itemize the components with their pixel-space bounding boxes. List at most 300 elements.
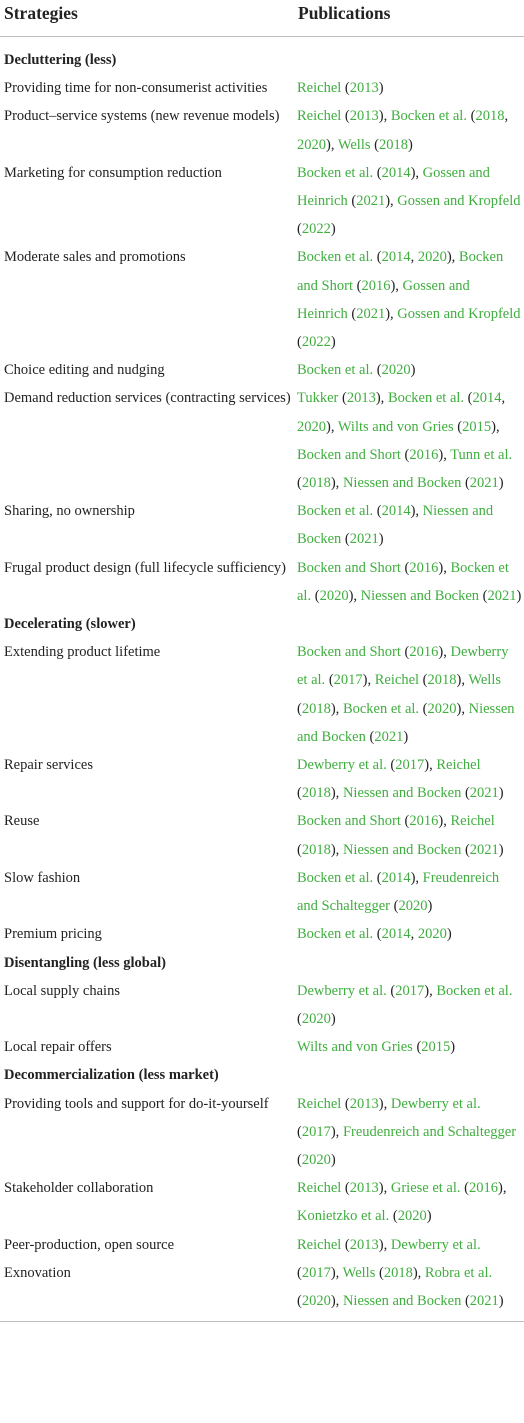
citation-punctuation: ( <box>347 193 357 210</box>
citation-link[interactable]: 2021 <box>469 1292 499 1309</box>
citation-link[interactable]: 2020 <box>301 1292 331 1309</box>
section-row <box>0 949 524 977</box>
publications-cell <box>297 74 524 102</box>
citation-punctuation: ( <box>453 418 463 435</box>
citation-link[interactable]: 2020 <box>319 587 349 604</box>
strategy-cell <box>0 74 297 102</box>
citation-punctuation: ( <box>400 644 410 661</box>
citation-link[interactable]: 2022 <box>301 334 331 351</box>
citation-punctuation: ( <box>466 108 476 125</box>
publications-cell <box>297 751 524 807</box>
citation-punctuation: ), <box>424 757 437 774</box>
section-row <box>0 37 524 75</box>
citation-punctuation: ), <box>326 418 338 435</box>
citation-punctuation: ( <box>419 700 428 717</box>
citation-link[interactable]: 2014 <box>381 926 411 943</box>
citation-punctuation: ( <box>389 1208 398 1225</box>
citation-punctuation: ( <box>464 390 473 407</box>
citation-punctuation: ) <box>330 1010 336 1027</box>
citation-punctuation: , <box>501 390 506 407</box>
citation-punctuation: ( <box>461 475 470 492</box>
citation-link[interactable]: Bocken et al. <box>297 164 374 181</box>
strategy-cell <box>0 554 297 610</box>
citation-link[interactable]: Reichel <box>436 757 481 774</box>
citation-link[interactable]: Niessen and Bocken <box>342 785 462 802</box>
strategy-label: Exnovation <box>4 1264 71 1281</box>
citation-link[interactable]: Bocken et al. <box>390 108 467 125</box>
table-row <box>0 1033 524 1061</box>
citation-link[interactable]: 2020 <box>297 418 326 435</box>
citation-link[interactable]: Niessen and Bocken <box>297 503 494 548</box>
citation-link[interactable]: 2020 <box>417 926 447 943</box>
citation-punctuation: ( <box>386 982 396 999</box>
strategy-label: Premium pricing <box>4 926 102 943</box>
citation-punctuation: ), <box>330 841 343 858</box>
citation-punctuation: ( <box>338 390 347 407</box>
strategy-cell <box>0 159 297 244</box>
citation-punctuation: ( <box>400 559 410 576</box>
citation-punctuation: ), <box>412 1264 425 1281</box>
citation-link[interactable]: Bocken et al. <box>297 559 509 604</box>
strategy-cell <box>0 1174 297 1230</box>
citation-punctuation: ), <box>390 277 403 294</box>
citation-punctuation: ( <box>341 531 350 548</box>
citation-link[interactable]: 2017 <box>395 757 425 774</box>
citation-link[interactable]: Gossen and Kropfeld <box>397 305 521 322</box>
citation-link[interactable]: Wilts and von Gries <box>337 418 454 435</box>
strategy-label: Local supply chains <box>4 982 120 999</box>
table-row <box>0 554 524 610</box>
citation-punctuation: ( <box>390 898 399 915</box>
citation-punctuation: ), <box>438 813 451 830</box>
citation-link[interactable]: 2020 <box>301 1151 331 1168</box>
citation-link[interactable]: Wilts and von Gries <box>297 1039 413 1056</box>
publications-cell <box>297 1090 524 1175</box>
citation-punctuation: ( <box>297 1151 302 1168</box>
citation-link[interactable]: Bocken and Short <box>297 559 401 576</box>
citation-punctuation: ) <box>498 1292 504 1309</box>
citation-punctuation: ( <box>347 305 357 322</box>
section-publications-cell <box>297 37 524 75</box>
citation-link[interactable]: Reichel <box>374 672 420 689</box>
strategy-cell <box>0 751 297 807</box>
citation-link[interactable]: Niessen and Bocken <box>342 841 462 858</box>
citation-link[interactable]: Bocken et al. <box>297 249 374 266</box>
citation-link[interactable]: Dewberry et al. <box>390 1095 481 1112</box>
table-row <box>0 1090 524 1175</box>
citation-punctuation: ( <box>297 334 302 351</box>
section-heading: Decommercialization (less market) <box>4 1067 219 1084</box>
citation-punctuation: ) <box>407 136 413 153</box>
section-publications-cell <box>297 1061 524 1089</box>
table-row <box>0 864 524 920</box>
citation-link[interactable]: 2016 <box>361 277 391 294</box>
citation-punctuation: ) <box>516 587 522 604</box>
citation-link[interactable]: 2016 <box>409 644 439 661</box>
citation-punctuation: ( <box>460 1180 469 1197</box>
citation-punctuation: ), <box>378 1180 391 1197</box>
strategy-label: Frugal product design (full lifecycle sufficiency) <box>4 559 286 576</box>
citation-link[interactable]: 2014 <box>381 164 411 181</box>
citation-link[interactable]: Wells <box>337 136 371 153</box>
citation-punctuation: ( <box>400 446 410 463</box>
strategy-label: Moderate sales and promotions <box>4 249 186 266</box>
citation-punctuation: ( <box>297 221 302 238</box>
citation-link[interactable]: Niessen and Bocken <box>342 1292 462 1309</box>
citation-link[interactable]: 2021 <box>469 785 499 802</box>
citation-punctuation: ( <box>297 841 302 858</box>
citation-punctuation: ) <box>410 362 416 379</box>
citation-punctuation: ), <box>424 982 437 999</box>
citation-link[interactable]: 2017 <box>301 1264 331 1281</box>
citation-punctuation: ) <box>450 1039 456 1056</box>
citation-link[interactable]: 2018 <box>427 672 457 689</box>
citation-punctuation: ), <box>410 503 423 520</box>
citation-link[interactable]: Bocken et al. <box>297 362 374 379</box>
section-publications-cell <box>297 949 524 977</box>
strategy-label: Repair services <box>4 757 93 774</box>
citation-link[interactable]: Freudenreich and Schaltegger <box>342 1123 517 1140</box>
citation-punctuation: ( <box>370 136 379 153</box>
citation-link[interactable]: 2020 <box>297 136 326 153</box>
strategy-label: Slow fashion <box>4 869 81 886</box>
citation-punctuation: ( <box>461 1292 470 1309</box>
citation-link[interactable]: 2017 <box>333 672 363 689</box>
citation-link[interactable]: Niessen and Bocken <box>297 700 515 745</box>
citation-link[interactable]: 2018 <box>301 841 331 858</box>
citation-punctuation: ( <box>373 249 382 266</box>
table-row <box>0 497 524 553</box>
citation-link[interactable]: 2013 <box>349 1095 379 1112</box>
table-row <box>0 243 524 356</box>
citation-punctuation: ( <box>373 869 382 886</box>
table-row <box>0 384 524 497</box>
citation-punctuation: ( <box>297 1292 302 1309</box>
publications-cell <box>297 243 524 356</box>
strategy-label: Reuse <box>4 813 40 830</box>
publications-cell <box>297 807 524 863</box>
table-row <box>0 977 524 1033</box>
section-row <box>0 610 524 638</box>
citation-punctuation: ( <box>311 587 320 604</box>
citation-punctuation: ) <box>403 728 409 745</box>
citation-link[interactable]: Tukker <box>297 390 339 407</box>
citation-punctuation: ), <box>438 644 451 661</box>
citation-punctuation: ( <box>386 757 396 774</box>
citation-link[interactable]: 2016 <box>409 446 439 463</box>
citation-link[interactable]: Bocken et al. <box>436 982 513 999</box>
citation-link[interactable]: Reichel <box>297 80 342 97</box>
citation-link[interactable]: 2017 <box>395 982 425 999</box>
citation-link[interactable]: Reichel <box>297 1095 342 1112</box>
citation-link[interactable]: Robra et al. <box>424 1264 493 1281</box>
table-row <box>0 1174 524 1230</box>
table-row <box>0 102 524 158</box>
section-heading: Disentangling (less global) <box>4 954 166 971</box>
strategy-cell <box>0 864 297 920</box>
citation-link[interactable]: 2017 <box>301 1123 331 1140</box>
publications-header: Publications <box>297 0 524 37</box>
citation-punctuation: ( <box>373 362 382 379</box>
citation-link[interactable]: Dewberry et al. <box>297 982 387 999</box>
strategy-cell <box>0 977 297 1033</box>
publications-cell <box>297 102 524 158</box>
citation-punctuation: ), <box>410 164 423 181</box>
citation-punctuation: ( <box>297 1264 302 1281</box>
citation-link[interactable]: 2018 <box>378 136 408 153</box>
citation-punctuation: ), <box>378 1236 391 1253</box>
citation-punctuation: ( <box>341 80 350 97</box>
citation-link[interactable]: Wells <box>342 1264 376 1281</box>
citation-punctuation: ), <box>348 587 361 604</box>
citation-link[interactable]: Gossen and Kropfeld <box>397 193 521 210</box>
citation-link[interactable]: 2016 <box>468 1180 498 1197</box>
citation-link[interactable]: Bocken and Short <box>297 813 401 830</box>
citation-punctuation: ( <box>479 587 488 604</box>
citation-link[interactable]: 2018 <box>475 108 505 125</box>
citation-link[interactable]: 2013 <box>349 1180 379 1197</box>
citation-link[interactable]: Wells <box>468 672 502 689</box>
strategy-label: Providing tools and support for do-it-yourself <box>4 1095 269 1112</box>
citation-link[interactable]: Tunn et al. <box>450 446 513 463</box>
citation-punctuation: ) <box>378 80 384 97</box>
citation-punctuation: ) <box>498 841 504 858</box>
publications-cell <box>297 1231 524 1322</box>
table-header-row <box>0 0 524 37</box>
citation-punctuation: ), <box>438 559 451 576</box>
citation-link[interactable]: 2014 <box>381 869 411 886</box>
citation-punctuation: ), <box>491 418 500 435</box>
citation-punctuation: ( <box>297 785 302 802</box>
citation-link[interactable]: 2013 <box>349 108 379 125</box>
citation-punctuation: ), <box>497 1180 507 1197</box>
strategy-cell <box>0 243 297 356</box>
citation-punctuation: ( <box>461 841 470 858</box>
publications-cell <box>297 920 524 948</box>
citation-punctuation: ), <box>456 700 469 717</box>
section-publications-cell <box>297 610 524 638</box>
citation-punctuation: ) <box>378 531 384 548</box>
citation-punctuation: ) <box>330 1151 336 1168</box>
section-row <box>0 1061 524 1089</box>
citation-punctuation: ( <box>373 926 382 943</box>
strategy-label: Local repair offers <box>4 1039 112 1056</box>
table-row <box>0 807 524 863</box>
strategy-label: Sharing, no ownership <box>4 503 135 520</box>
strategy-cell <box>0 497 297 553</box>
citation-punctuation: ), <box>330 785 343 802</box>
citation-link[interactable]: 2018 <box>301 700 331 717</box>
strategy-label: Demand reduction services (contracting services) <box>4 390 291 407</box>
citation-punctuation: ), <box>385 305 398 322</box>
strategy-cell <box>0 1231 297 1322</box>
strategy-cell <box>0 638 297 751</box>
citation-link[interactable]: Niessen and Bocken <box>342 475 462 492</box>
citation-link[interactable]: Bocken and Short <box>297 249 504 294</box>
strategy-label: Extending product lifetime <box>4 644 161 661</box>
strategy-label: Marketing for consumption reduction <box>4 164 222 181</box>
citation-punctuation: ), <box>410 869 423 886</box>
citation-link[interactable]: 2020 <box>381 362 411 379</box>
citation-link[interactable]: Bocken et al. <box>297 926 374 943</box>
citation-punctuation: ), <box>456 672 469 689</box>
table-row <box>0 159 524 244</box>
table-row <box>0 920 524 948</box>
citation-link[interactable]: 2014 <box>381 503 411 520</box>
citation-link[interactable]: 2016 <box>409 813 439 830</box>
citation-punctuation: ) <box>427 898 433 915</box>
citation-punctuation: ( <box>400 813 410 830</box>
citation-punctuation: ), <box>330 475 343 492</box>
citation-punctuation: ( <box>373 164 382 181</box>
citation-link[interactable]: Reichel <box>297 1180 342 1197</box>
citation-link[interactable]: 2021 <box>469 475 499 492</box>
citation-punctuation: , <box>504 108 509 125</box>
citation-punctuation: ), <box>326 136 338 153</box>
strategy-cell <box>0 1090 297 1175</box>
citation-link[interactable]: Bocken et al. <box>297 869 374 886</box>
citation-punctuation: ) <box>330 334 336 351</box>
table-row <box>0 751 524 807</box>
citation-link[interactable]: 2020 <box>301 1010 331 1027</box>
citation-link[interactable]: 2018 <box>301 785 331 802</box>
citation-link[interactable]: Griese et al. <box>390 1180 461 1197</box>
citation-link[interactable]: 2021 <box>487 587 517 604</box>
citation-punctuation: ( <box>352 277 362 294</box>
publications-cell <box>297 864 524 920</box>
citation-link[interactable]: 2021 <box>349 531 379 548</box>
citation-link[interactable]: Dewberry et al. <box>390 1236 481 1253</box>
citation-punctuation: ( <box>297 700 302 717</box>
publications-cell <box>297 356 524 384</box>
citation-link[interactable]: Reichel <box>297 108 342 125</box>
citation-punctuation: ( <box>419 672 428 689</box>
citation-link[interactable]: Reichel <box>297 1236 342 1253</box>
citation-punctuation: ( <box>461 785 470 802</box>
publications-cell <box>297 1033 524 1061</box>
citation-link[interactable]: 2021 <box>356 305 386 322</box>
citation-link[interactable]: 2015 <box>462 418 492 435</box>
citation-punctuation: ( <box>341 1236 350 1253</box>
strategy-label: Providing time for non-consumerist activities <box>4 80 268 97</box>
table-row <box>0 74 524 102</box>
citation-link[interactable]: 2021 <box>356 193 386 210</box>
citation-link[interactable]: Niessen and Bocken <box>360 587 480 604</box>
citation-punctuation: ), <box>385 193 398 210</box>
publications-cell <box>297 638 524 751</box>
citation-link[interactable]: 2013 <box>349 1236 379 1253</box>
citation-link[interactable]: 2015 <box>421 1039 451 1056</box>
citation-punctuation: ), <box>330 700 343 717</box>
citation-punctuation: ), <box>330 1123 343 1140</box>
publications-cell <box>297 977 524 1033</box>
citation-link[interactable]: 2021 <box>374 728 404 745</box>
citation-punctuation: ( <box>373 503 382 520</box>
strategy-cell <box>0 102 297 158</box>
publications-cell <box>297 497 524 553</box>
strategy-cell <box>0 356 297 384</box>
citation-link[interactable]: Dewberry et al. <box>297 644 509 689</box>
section-heading: Decelerating (slower) <box>4 616 136 633</box>
citation-link[interactable]: 2018 <box>383 1264 413 1281</box>
publications-cell <box>297 554 524 610</box>
citation-link[interactable]: 2022 <box>301 221 331 238</box>
strategy-label: Product–service systems (new revenue models) <box>4 108 280 125</box>
strategy-cell <box>0 920 297 948</box>
citation-link[interactable]: Reichel <box>450 813 495 830</box>
citation-link[interactable]: 2016 <box>409 559 439 576</box>
citation-link[interactable]: Bocken et al. <box>387 390 465 407</box>
citation-punctuation: ) <box>498 475 504 492</box>
citation-link[interactable]: Dewberry et al. <box>297 757 387 774</box>
citation-punctuation: ), <box>378 108 391 125</box>
citation-punctuation: ), <box>330 1292 343 1309</box>
citation-punctuation: ) <box>446 926 452 943</box>
strategy-cell <box>0 1033 297 1061</box>
citation-link[interactable]: Freudenreich and Schaltegger <box>297 869 500 915</box>
citation-punctuation: ) <box>330 221 336 238</box>
citation-link[interactable]: Gossen and Heinrich <box>297 164 490 210</box>
citation-link[interactable]: Konietzko et al. <box>297 1208 390 1225</box>
citation-link[interactable]: 2020 <box>427 700 457 717</box>
citation-punctuation: ), <box>378 1095 391 1112</box>
publications-cell <box>297 384 524 497</box>
citation-punctuation: ), <box>362 672 375 689</box>
citation-link[interactable]: Bocken et al. <box>297 503 374 520</box>
citation-punctuation: ( <box>365 728 375 745</box>
table-body <box>0 37 524 1322</box>
citation-punctuation: ), <box>375 390 388 407</box>
citation-link[interactable]: 2020 <box>417 249 447 266</box>
section-heading: Decluttering (less) <box>4 52 117 68</box>
citation-punctuation: ), <box>330 1264 343 1281</box>
citation-link[interactable]: 2014 <box>381 249 411 266</box>
strategy-cell <box>0 807 297 863</box>
table-row <box>0 638 524 751</box>
citation-punctuation: , <box>410 249 418 266</box>
strategy-label: Choice editing and nudging <box>4 362 165 379</box>
citation-punctuation: ( <box>341 108 350 125</box>
citation-link[interactable]: 2020 <box>398 898 428 915</box>
citation-punctuation: ( <box>297 1123 302 1140</box>
strategy-label: Peer-production, open source <box>4 1236 175 1253</box>
table-row <box>0 1231 524 1322</box>
citation-link[interactable]: 2013 <box>346 390 376 407</box>
publications-cell <box>297 159 524 244</box>
citation-punctuation: ), <box>438 446 451 463</box>
citation-punctuation: ), <box>446 249 459 266</box>
citation-punctuation: ) <box>426 1208 432 1225</box>
citation-punctuation: ( <box>325 672 334 689</box>
citation-link[interactable]: Bocken and Short <box>297 446 401 463</box>
strategy-label: Stakeholder collaboration <box>4 1180 154 1197</box>
citation-punctuation: ( <box>341 1095 350 1112</box>
publications-cell <box>297 1174 524 1230</box>
citation-link[interactable]: 2018 <box>301 475 331 492</box>
citation-link[interactable]: 2020 <box>397 1208 427 1225</box>
citation-punctuation: ( <box>297 1010 302 1027</box>
table-row <box>0 356 524 384</box>
citation-link[interactable]: Gossen and Heinrich <box>297 277 470 322</box>
citation-punctuation: ( <box>297 475 302 492</box>
citation-punctuation: ( <box>341 1180 350 1197</box>
citation-link[interactable]: 2013 <box>349 80 379 97</box>
citation-link[interactable]: 2021 <box>469 841 499 858</box>
citation-punctuation: , <box>410 926 418 943</box>
citation-link[interactable]: Bocken and Short <box>297 644 401 661</box>
citation-link[interactable]: 2014 <box>472 390 502 407</box>
citation-link[interactable]: Bocken et al. <box>342 700 420 717</box>
